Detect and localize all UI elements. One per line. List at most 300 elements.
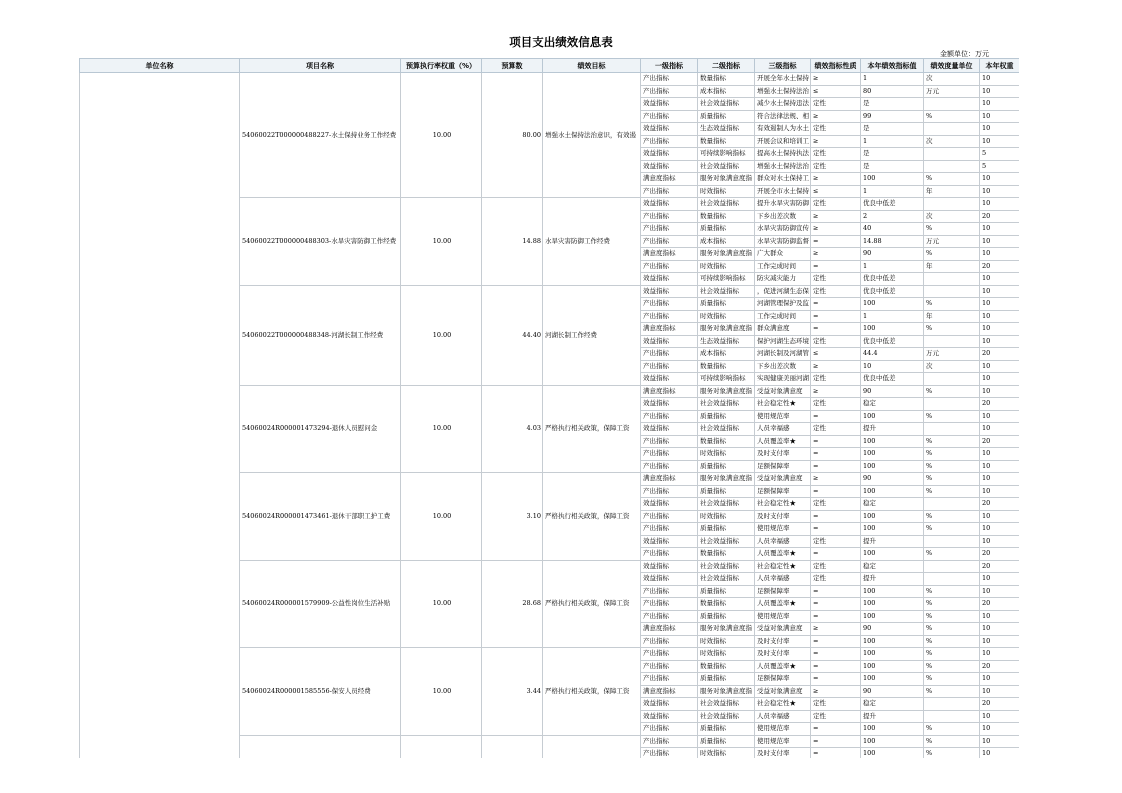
table-body [80, 73, 1020, 759]
level1-indicator-cell: 效益指标 [641, 710, 698, 723]
target-value-cell: 优良中低差 [861, 335, 924, 348]
performance-goal-cell: 增强水土保持法治意识，有效遏 [543, 73, 641, 198]
target-value-cell: 100 [861, 485, 924, 498]
budget-amount-cell: 14.88 [482, 198, 543, 286]
measure-unit-cell [924, 373, 980, 386]
level3-indicator-cell: 人员覆盖率★ [755, 548, 811, 561]
indicator-nature-cell: ≥ [811, 623, 861, 636]
budget-weight-cell: 10.00 [401, 73, 482, 198]
year-weight-cell: 10 [980, 285, 1020, 298]
target-value-cell: 100 [861, 585, 924, 598]
level1-indicator-cell: 满意度指标 [641, 173, 698, 186]
level1-indicator-cell: 满意度指标 [641, 473, 698, 486]
level3-indicator-cell: 足额保障率 [755, 585, 811, 598]
target-value-cell: 99 [861, 110, 924, 123]
level1-indicator-cell: 产出指标 [641, 223, 698, 236]
target-value-cell: 提升 [861, 423, 924, 436]
level3-indicator-cell: 人员覆盖率★ [755, 598, 811, 611]
year-weight-cell: 10 [980, 610, 1020, 623]
level3-indicator-cell: 开展全年水土保持 [755, 73, 811, 86]
target-value-cell: 100 [861, 410, 924, 423]
level3-indicator-cell: 受益对象满意度 [755, 473, 811, 486]
target-value-cell: 100 [861, 660, 924, 673]
indicator-nature-cell: 定性 [811, 573, 861, 586]
year-weight-cell: 10 [980, 710, 1020, 723]
level2-indicator-cell: 社会效益指标 [698, 423, 755, 436]
measure-unit-cell: % [924, 623, 980, 636]
indicator-nature-cell: ≤ [811, 185, 861, 198]
level1-indicator-cell: 产出指标 [641, 410, 698, 423]
level2-indicator-cell: 质量指标 [698, 610, 755, 623]
indicator-nature-cell: = [811, 323, 861, 336]
year-weight-cell: 20 [980, 348, 1020, 361]
measure-unit-cell: % [924, 510, 980, 523]
measure-unit-cell: % [924, 735, 980, 748]
indicator-nature-cell: 定性 [811, 148, 861, 161]
level2-indicator-cell: 时效指标 [698, 748, 755, 759]
target-value-cell: 提升 [861, 573, 924, 586]
level2-indicator-cell: 服务对象满意度指 [698, 473, 755, 486]
year-weight-cell: 5 [980, 160, 1020, 173]
measure-unit-cell [924, 123, 980, 136]
target-value-cell: 是 [861, 123, 924, 136]
target-value-cell: 80 [861, 85, 924, 98]
target-value-cell: 44.4 [861, 348, 924, 361]
target-value-cell: 优良中低差 [861, 373, 924, 386]
target-value-cell: 100 [861, 510, 924, 523]
year-weight-cell: 20 [980, 260, 1020, 273]
budget-amount-cell: 28.68 [482, 560, 543, 648]
target-value-cell: 100 [861, 173, 924, 186]
level2-indicator-cell: 成本指标 [698, 85, 755, 98]
level1-indicator-cell: 效益指标 [641, 573, 698, 586]
target-value-cell: 1 [861, 185, 924, 198]
level2-indicator-cell: 生态效益指标 [698, 335, 755, 348]
measure-unit-cell [924, 535, 980, 548]
project-name-cell: 54060022T000000488348-河湖长制工作经费 [240, 285, 401, 385]
level3-indicator-cell: 使用规范率 [755, 723, 811, 736]
year-weight-cell: 10 [980, 235, 1020, 248]
level2-indicator-cell: 社会效益指标 [698, 160, 755, 173]
indicator-nature-cell: = [811, 410, 861, 423]
year-weight-cell: 10 [980, 485, 1020, 498]
level2-indicator-cell: 数量指标 [698, 135, 755, 148]
measure-unit-cell: % [924, 173, 980, 186]
measure-unit-cell: % [924, 673, 980, 686]
level3-indicator-cell: 河湖管理保护及监 [755, 298, 811, 311]
level3-indicator-cell: 下乡出差次数 [755, 210, 811, 223]
measure-unit-cell [924, 273, 980, 286]
level3-indicator-cell: 受益对象满意度 [755, 385, 811, 398]
indicator-nature-cell: = [811, 748, 861, 759]
level3-indicator-cell: 社会稳定性★ [755, 498, 811, 511]
level3-indicator-cell: 使用规范率 [755, 410, 811, 423]
budget-amount-cell: 3.10 [482, 473, 543, 561]
measure-unit-cell: % [924, 473, 980, 486]
level3-indicator-cell: ，促进河湖生态保 [755, 285, 811, 298]
indicator-nature-cell: 定性 [811, 560, 861, 573]
measure-unit-cell: % [924, 410, 980, 423]
level2-indicator-cell: 质量指标 [698, 585, 755, 598]
measure-unit-cell: % [924, 648, 980, 661]
level2-indicator-cell: 服务对象满意度指 [698, 385, 755, 398]
year-weight-cell: 20 [980, 548, 1020, 561]
table-row [80, 73, 1020, 86]
year-weight-cell: 10 [980, 135, 1020, 148]
level3-indicator-cell: 实现健康美丽河湖 [755, 373, 811, 386]
year-weight-cell: 10 [980, 648, 1020, 661]
level2-indicator-cell: 社会效益指标 [698, 198, 755, 211]
level1-indicator-cell: 满意度指标 [641, 248, 698, 261]
measure-unit-cell [924, 98, 980, 111]
year-weight-cell: 10 [980, 73, 1020, 86]
unit-name-cell [80, 73, 240, 759]
measure-unit-cell [924, 498, 980, 511]
level3-indicator-cell: 足额保障率 [755, 460, 811, 473]
indicator-nature-cell: = [811, 310, 861, 323]
year-weight-cell: 10 [980, 198, 1020, 211]
target-value-cell: 优良中低差 [861, 273, 924, 286]
indicator-nature-cell: ≥ [811, 385, 861, 398]
indicator-nature-cell: ≥ [811, 173, 861, 186]
level2-indicator-cell: 时效指标 [698, 310, 755, 323]
year-weight-cell: 10 [980, 523, 1020, 536]
level3-indicator-cell: 广大群众 [755, 248, 811, 261]
level1-indicator-cell: 产出指标 [641, 460, 698, 473]
level1-indicator-cell: 产出指标 [641, 260, 698, 273]
level1-indicator-cell: 效益指标 [641, 535, 698, 548]
year-weight-cell: 10 [980, 360, 1020, 373]
level1-indicator-cell: 产出指标 [641, 585, 698, 598]
level1-indicator-cell: 产出指标 [641, 310, 698, 323]
target-value-cell: 100 [861, 523, 924, 536]
year-weight-cell: 10 [980, 385, 1020, 398]
performance-goal-cell: 严格执行相关政策，保障工资 [543, 385, 641, 473]
target-value-cell: 90 [861, 623, 924, 636]
measure-unit-cell: % [924, 548, 980, 561]
budget-amount-cell [482, 735, 543, 758]
indicator-nature-cell: ≥ [811, 210, 861, 223]
level2-indicator-cell: 时效指标 [698, 260, 755, 273]
indicator-nature-cell: 定性 [811, 498, 861, 511]
indicator-nature-cell: = [811, 660, 861, 673]
level1-indicator-cell: 产出指标 [641, 523, 698, 536]
level2-indicator-cell: 时效指标 [698, 510, 755, 523]
level2-indicator-cell: 质量指标 [698, 523, 755, 536]
level1-indicator-cell: 产出指标 [641, 435, 698, 448]
level3-indicator-cell: 减少水土保持违法 [755, 98, 811, 111]
measure-unit-cell: % [924, 610, 980, 623]
level2-indicator-cell: 服务对象满意度指 [698, 323, 755, 336]
level1-indicator-cell: 产出指标 [641, 748, 698, 759]
level2-indicator-cell: 社会效益指标 [698, 535, 755, 548]
performance-goal-cell: 河湖长制工作经费 [543, 285, 641, 385]
level3-indicator-cell: 及时支付率 [755, 748, 811, 759]
level1-indicator-cell: 满意度指标 [641, 623, 698, 636]
indicator-nature-cell: 定性 [811, 373, 861, 386]
indicator-nature-cell: ≥ [811, 110, 861, 123]
measure-unit-cell: 年 [924, 185, 980, 198]
measure-unit-cell: % [924, 685, 980, 698]
level2-indicator-cell: 成本指标 [698, 235, 755, 248]
column-header: 预算数 [482, 59, 543, 73]
budget-amount-cell: 80.00 [482, 73, 543, 198]
level2-indicator-cell: 社会效益指标 [698, 398, 755, 411]
measure-unit-cell [924, 160, 980, 173]
year-weight-cell: 20 [980, 698, 1020, 711]
level3-indicator-cell: 及时支付率 [755, 448, 811, 461]
level3-indicator-cell: 有效遏制人为水土 [755, 123, 811, 136]
project-name-cell: 54060024R000001473461-退休干部职工护工费 [240, 473, 401, 561]
project-name-cell: 54060024R000001579909-公益性岗位生活补贴 [240, 560, 401, 648]
indicator-nature-cell: 定性 [811, 398, 861, 411]
level1-indicator-cell: 产出指标 [641, 348, 698, 361]
target-value-cell: 稳定 [861, 498, 924, 511]
year-weight-cell: 10 [980, 273, 1020, 286]
level2-indicator-cell: 社会效益指标 [698, 698, 755, 711]
level3-indicator-cell: 开展会议和培训工 [755, 135, 811, 148]
performance-goal-cell: 严格执行相关政策，保障工资 [543, 648, 641, 736]
level1-indicator-cell: 产出指标 [641, 660, 698, 673]
project-name-cell: 54060022T000000488227-水土保持业务工作经费 [240, 73, 401, 198]
performance-goal-cell [543, 735, 641, 758]
level3-indicator-cell: 人员覆盖率★ [755, 435, 811, 448]
target-value-cell: 100 [861, 598, 924, 611]
level1-indicator-cell: 满意度指标 [641, 323, 698, 336]
level3-indicator-cell: 群众对水土保持工 [755, 173, 811, 186]
budget-weight-cell: 10.00 [401, 560, 482, 648]
level1-indicator-cell: 产出指标 [641, 85, 698, 98]
level2-indicator-cell: 服务对象满意度指 [698, 173, 755, 186]
year-weight-cell: 10 [980, 673, 1020, 686]
budget-weight-cell: 10.00 [401, 473, 482, 561]
indicator-nature-cell: = [811, 460, 861, 473]
measure-unit-cell: % [924, 585, 980, 598]
year-weight-cell: 10 [980, 248, 1020, 261]
year-weight-cell: 10 [980, 373, 1020, 386]
level1-indicator-cell: 产出指标 [641, 735, 698, 748]
indicator-nature-cell: = [811, 448, 861, 461]
target-value-cell: 100 [861, 435, 924, 448]
page-title: 项目支出绩效信息表 [509, 35, 613, 49]
measure-unit-cell: % [924, 748, 980, 759]
year-weight-cell: 20 [980, 435, 1020, 448]
level1-indicator-cell: 产出指标 [641, 723, 698, 736]
target-value-cell: 优良中低差 [861, 285, 924, 298]
target-value-cell: 稳定 [861, 560, 924, 573]
level3-indicator-cell: 受益对象满意度 [755, 623, 811, 636]
target-value-cell: 是 [861, 148, 924, 161]
indicator-nature-cell: ≥ [811, 248, 861, 261]
level2-indicator-cell: 服务对象满意度指 [698, 685, 755, 698]
level1-indicator-cell: 产出指标 [641, 485, 698, 498]
level2-indicator-cell: 可持续影响指标 [698, 148, 755, 161]
level3-indicator-cell: 河湖长制及河湖管 [755, 348, 811, 361]
level3-indicator-cell: 社会稳定性★ [755, 398, 811, 411]
level2-indicator-cell: 社会效益指标 [698, 573, 755, 586]
measure-unit-cell: % [924, 223, 980, 236]
column-header: 二级指标 [698, 59, 755, 73]
level2-indicator-cell: 数量指标 [698, 210, 755, 223]
level1-indicator-cell: 效益指标 [641, 398, 698, 411]
level1-indicator-cell: 效益指标 [641, 148, 698, 161]
project-name-cell: 54060022T000000488303-水旱灾害防御工作经费 [240, 198, 401, 286]
target-value-cell: 90 [861, 685, 924, 698]
level1-indicator-cell: 产出指标 [641, 548, 698, 561]
measure-unit-cell: % [924, 723, 980, 736]
target-value-cell: 90 [861, 248, 924, 261]
year-weight-cell: 10 [980, 423, 1020, 436]
measure-unit-cell: % [924, 323, 980, 336]
level2-indicator-cell: 数量指标 [698, 548, 755, 561]
level2-indicator-cell: 质量指标 [698, 298, 755, 311]
level1-indicator-cell: 产出指标 [641, 448, 698, 461]
measure-unit-cell [924, 698, 980, 711]
target-value-cell: 40 [861, 223, 924, 236]
indicator-nature-cell: 定性 [811, 273, 861, 286]
column-header: 一级指标 [641, 59, 698, 73]
level2-indicator-cell: 质量指标 [698, 723, 755, 736]
target-value-cell: 100 [861, 648, 924, 661]
level1-indicator-cell: 效益指标 [641, 698, 698, 711]
measure-unit-cell: 次 [924, 210, 980, 223]
level1-indicator-cell: 效益指标 [641, 123, 698, 136]
level2-indicator-cell: 社会效益指标 [698, 498, 755, 511]
measure-unit-cell [924, 398, 980, 411]
amount-unit-label: 金额单位：万元 [940, 50, 989, 58]
level3-indicator-cell: 下乡出差次数 [755, 360, 811, 373]
measure-unit-cell: 万元 [924, 85, 980, 98]
year-weight-cell: 10 [980, 410, 1020, 423]
level2-indicator-cell: 质量指标 [698, 410, 755, 423]
level1-indicator-cell: 效益指标 [641, 98, 698, 111]
indicator-nature-cell: 定性 [811, 198, 861, 211]
level2-indicator-cell: 质量指标 [698, 735, 755, 748]
level2-indicator-cell: 服务对象满意度指 [698, 248, 755, 261]
year-weight-cell: 10 [980, 723, 1020, 736]
level2-indicator-cell: 时效指标 [698, 185, 755, 198]
target-value-cell: 100 [861, 735, 924, 748]
indicator-nature-cell: ≤ [811, 85, 861, 98]
indicator-nature-cell: = [811, 523, 861, 536]
level2-indicator-cell: 生态效益指标 [698, 123, 755, 136]
level1-indicator-cell: 效益指标 [641, 560, 698, 573]
target-value-cell: 优良中低差 [861, 198, 924, 211]
level3-indicator-cell: 足额保障率 [755, 673, 811, 686]
year-weight-cell: 10 [980, 685, 1020, 698]
level1-indicator-cell: 效益指标 [641, 423, 698, 436]
measure-unit-cell: 万元 [924, 348, 980, 361]
indicator-nature-cell: = [811, 598, 861, 611]
level2-indicator-cell: 数量指标 [698, 360, 755, 373]
measure-unit-cell [924, 573, 980, 586]
measure-unit-cell [924, 198, 980, 211]
target-value-cell: 1 [861, 260, 924, 273]
target-value-cell: 100 [861, 548, 924, 561]
level1-indicator-cell: 效益指标 [641, 335, 698, 348]
level2-indicator-cell: 数量指标 [698, 660, 755, 673]
indicator-nature-cell: 定性 [811, 423, 861, 436]
indicator-nature-cell: ≤ [811, 348, 861, 361]
indicator-nature-cell: ≥ [811, 135, 861, 148]
target-value-cell: 1 [861, 310, 924, 323]
target-value-cell: 稳定 [861, 698, 924, 711]
level2-indicator-cell: 可持续影响指标 [698, 273, 755, 286]
table-header-row [80, 59, 1020, 73]
year-weight-cell: 10 [980, 735, 1020, 748]
level1-indicator-cell: 产出指标 [641, 135, 698, 148]
year-weight-cell: 10 [980, 85, 1020, 98]
level1-indicator-cell: 效益指标 [641, 198, 698, 211]
measure-unit-cell: % [924, 248, 980, 261]
level1-indicator-cell: 产出指标 [641, 673, 698, 686]
performance-table [79, 58, 1019, 758]
budget-amount-cell: 3.44 [482, 648, 543, 736]
level3-indicator-cell: 增强水土保持法治 [755, 160, 811, 173]
year-weight-cell: 10 [980, 323, 1020, 336]
column-header: 三级指标 [755, 59, 811, 73]
year-weight-cell: 10 [980, 98, 1020, 111]
year-weight-cell: 10 [980, 185, 1020, 198]
level2-indicator-cell: 数量指标 [698, 598, 755, 611]
performance-goal-cell: 水旱灾害防御工作经费 [543, 198, 641, 286]
target-value-cell: 90 [861, 473, 924, 486]
level3-indicator-cell: 使用规范率 [755, 735, 811, 748]
measure-unit-cell: % [924, 598, 980, 611]
measure-unit-cell: 次 [924, 135, 980, 148]
measure-unit-cell: % [924, 448, 980, 461]
year-weight-cell: 20 [980, 210, 1020, 223]
target-value-cell: 提升 [861, 710, 924, 723]
level3-indicator-cell: 人员幸福感 [755, 423, 811, 436]
target-value-cell: 100 [861, 323, 924, 336]
level1-indicator-cell: 产出指标 [641, 185, 698, 198]
level2-indicator-cell: 时效指标 [698, 648, 755, 661]
measure-unit-cell: % [924, 460, 980, 473]
level1-indicator-cell: 产出指标 [641, 598, 698, 611]
level3-indicator-cell: 使用规范率 [755, 610, 811, 623]
level2-indicator-cell: 时效指标 [698, 635, 755, 648]
target-value-cell: 90 [861, 385, 924, 398]
level1-indicator-cell: 产出指标 [641, 298, 698, 311]
indicator-nature-cell: = [811, 235, 861, 248]
level2-indicator-cell: 时效指标 [698, 448, 755, 461]
budget-weight-cell [401, 735, 482, 758]
indicator-nature-cell: = [811, 585, 861, 598]
project-name-cell: 54060024R000001473294-退休人员慰问金 [240, 385, 401, 473]
level3-indicator-cell: 社会稳定性★ [755, 560, 811, 573]
level3-indicator-cell: 提高水土保持执法 [755, 148, 811, 161]
level2-indicator-cell: 社会效益指标 [698, 98, 755, 111]
year-weight-cell: 10 [980, 635, 1020, 648]
performance-goal-cell: 严格执行相关政策，保障工资 [543, 560, 641, 648]
year-weight-cell: 10 [980, 223, 1020, 236]
indicator-nature-cell: 定性 [811, 285, 861, 298]
target-value-cell: 14.88 [861, 235, 924, 248]
level3-indicator-cell: 工作完成时间 [755, 260, 811, 273]
level3-indicator-cell: 社会稳定性★ [755, 698, 811, 711]
budget-weight-cell: 10.00 [401, 385, 482, 473]
indicator-nature-cell: ≥ [811, 223, 861, 236]
level1-indicator-cell: 产出指标 [641, 635, 698, 648]
year-weight-cell: 10 [980, 573, 1020, 586]
year-weight-cell: 10 [980, 335, 1020, 348]
level3-indicator-cell: 防灾减灾能力 [755, 273, 811, 286]
measure-unit-cell [924, 423, 980, 436]
year-weight-cell: 10 [980, 460, 1020, 473]
target-value-cell: 100 [861, 610, 924, 623]
measure-unit-cell [924, 335, 980, 348]
